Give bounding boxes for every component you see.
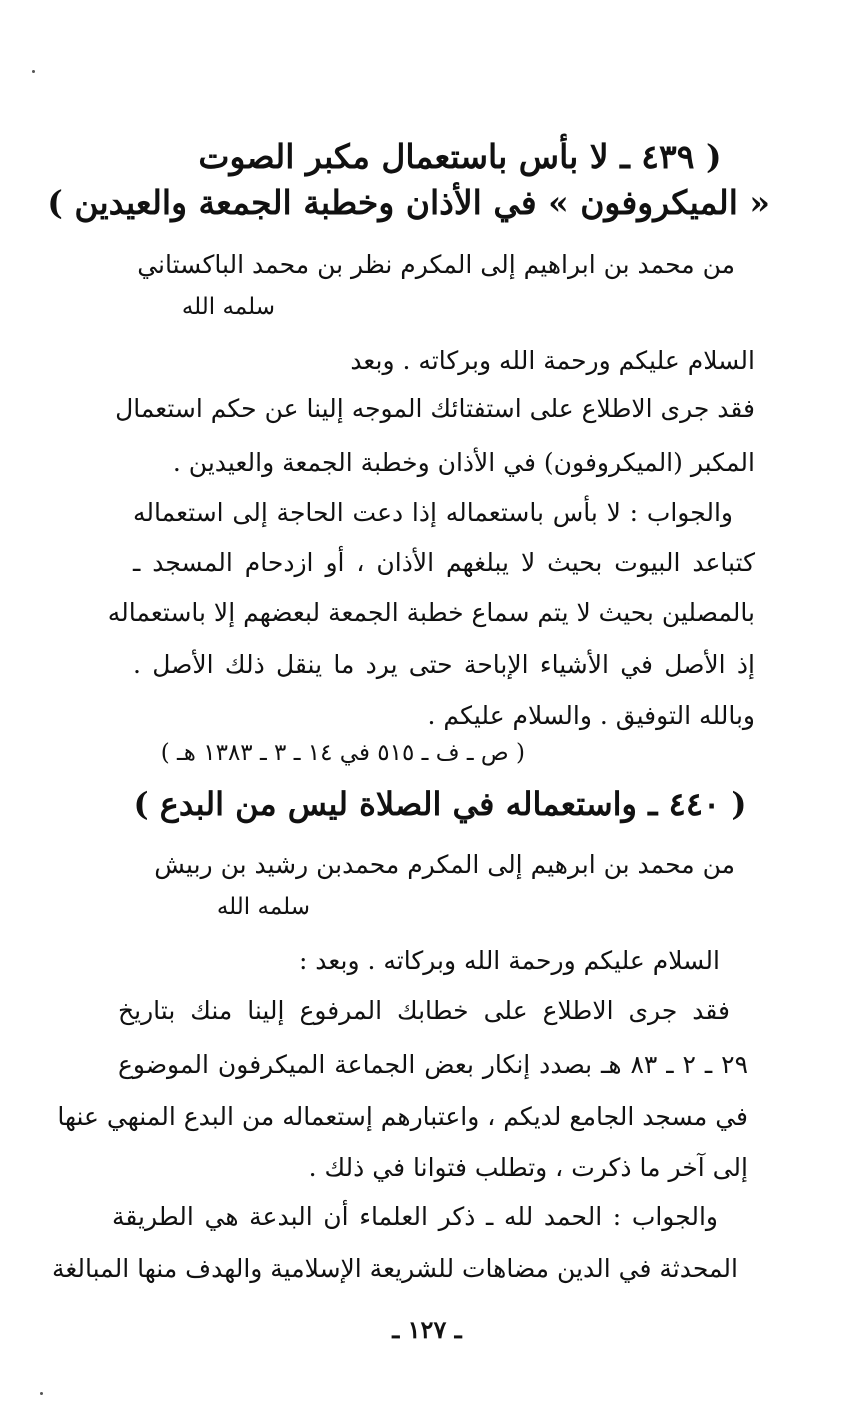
section-440-answer-line-2: المحدثة في الدين مضاهات للشريعة الإسلامية والهدف منها المبالغة [51,1254,738,1283]
section-440-salutation-name: سلمه الله [216,894,310,920]
section-439-from-line: من محمد بن ابراهيم إلى المكرم نظر بن محمد الباكستاني [137,250,735,279]
section-439-reference: ( ص ـ ف ـ ٥١٥ في ١٤ ـ ٣ ـ ١٣٨٣ هـ ) [160,740,525,766]
section-439-answer-line-5: وبالله التوفيق . والسلام عليكم . [427,701,755,730]
section-439-body-line-1: فقد جرى الاطلاع على استفتائك الموجه إلينا عن حكم استعمال [115,394,755,423]
section-440-body-line-1: فقد جرى الاطلاع على خطابك المرفوع إلينا منك بتاريخ [118,996,730,1025]
section-440-answer-line-1: والجواب : الحمد لله ـ ذكر العلماء أن البدعة هي الطريقة [112,1202,718,1231]
section-440-from-line: من محمد بن ابرهيم إلى المكرم محمدبن رشيد بن ربيش [154,850,735,879]
section-439-title-line1: ( ٤٣٩ ـ لا بأس باستعمال مكبر الصوت [198,137,722,176]
section-439-title-line2: « الميكروفون » في الأذان وخطبة الجمعة والعيدين ) [47,183,770,222]
section-439-answer-line-3: بالمصلين بحيث لا يتم سماع خطبة الجمعة لبعضهم إلا باستعماله [107,598,755,627]
section-439-answer-line-2: كتباعد البيوت بحيث لا يبلغهم الأذان ، أو ازدحام المسجد ـ [133,548,755,577]
section-439-greeting: السلام عليكم ورحمة الله وبركاته . وبعد [350,346,755,375]
section-440-greeting: السلام عليكم ورحمة الله وبركاته . وبعد : [298,946,720,975]
section-439-salutation-name: سلمه الله [181,294,275,320]
scan-speck [40,1392,43,1395]
section-440-body-line-4: إلى آخر ما ذكرت ، وتطلب فتوانا في ذلك . [308,1153,748,1182]
page-number: ـ ١٢٧ ـ [392,1315,462,1344]
section-439-answer-line-4: إذ الأصل في الأشياء الإباحة حتى يرد ما ينقل ذلك الأصل . [133,650,755,679]
section-439-answer-line-1: والجواب : لا بأس باستعماله إذا دعت الحاجة إلى استعماله [133,498,733,527]
section-440-body-line-3: في مسجد الجامع لديكم ، واعتبارهم إستعماله من البدع المنهي عنها [57,1102,748,1131]
section-440-title: ( ٤٤٠ ـ واستعماله في الصلاة ليس من البدع ) [133,785,747,823]
section-440-body-line-2: ٢٩ ـ ٢ ـ ٨٣ هـ بصدد إنكار بعض الجماعة الميكرفون الموضوع [118,1050,749,1079]
scan-speck [32,70,35,73]
section-439-body-line-2: المكبر (الميكروفون) في الأذان وخطبة الجمعة والعيدين . [172,448,755,477]
